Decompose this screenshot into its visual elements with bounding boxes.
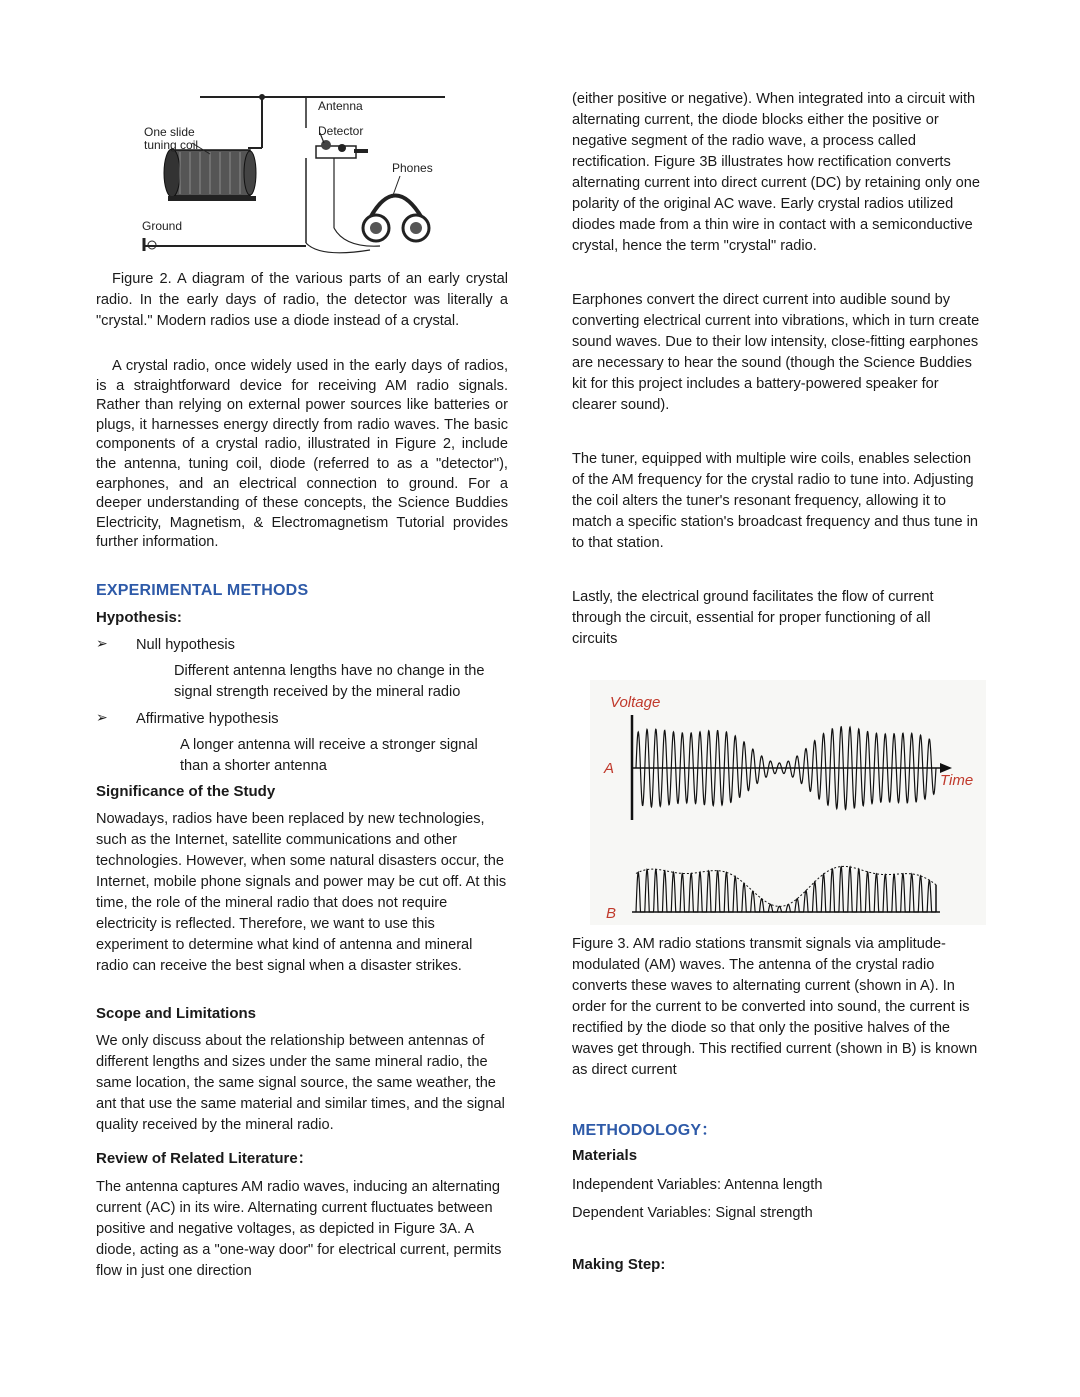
experimental-methods-title: EXPERIMENTAL METHODS [96,582,309,599]
bullet-arrow-icon: ➢ [96,635,108,651]
label-phones: Phones [392,161,433,175]
label-tuning-coil-2: tuning coil [144,138,199,152]
time-label: Time [940,772,974,789]
null-hypothesis-item [96,635,508,656]
voltage-label: Voltage [610,694,661,711]
label-tuning-coil-1: One slide [144,125,195,139]
intro-paragraph: A crystal radio, once widely used in the early days of radios, is a straightforward device for receiving AM radio signals. Rather than relying on external power sources like batteries or plugs, it harnesses energy directly from radio waves. The basic components of a crystal radio, illustrated in Figure 2, include the antenna, tuning coil, diode (referred to as a "detector"), earphones, and an electrical connection to ground. For a deeper understanding of these concepts, the Science Buddies Electricity, Magnetism, & Electromagnetism Tutorial provides further information. [96,358,508,551]
scope-text: We only discuss about the relationship between antennas of different lengths and sizes under the same mineral radio, the same location, the same signal source, the same weather, the ant that use the same material and similar times, and the signal quality received by the mineral radio. [96,1033,505,1133]
significance-heading: Significance of the Study [96,783,276,800]
significance-text: Nowadays, radios have been replaced by new technologies, such as the Internet, satellite communications and other technologies. However, when some natural disasters occur, the Internet, mobile phone signals and power may be cut off. At this time, the role of the mineral radio that does not require electricity is reflected. Therefore, we want to use this experiment to determine what kind of antenna and mineral radio can receive the best signal when a disaster strikes. [96,811,507,974]
label-ground: Ground [142,219,183,233]
affirmative-hypothesis-label: Affirmative hypothesis [136,711,279,727]
right-paragraph-2: Earphones convert the direct current into audible sound by converting electrical current into vibrations, which in turn create sound waves. Due to their low intensity, close-fitting earphones are necessary to hear the sound (though the Science Buddies kit for this project includes a battery-powered speaker for clearer sound). [572,292,980,413]
null-hypothesis-label: Null hypothesis [136,637,235,653]
figure-3-caption: Figure 3. AM radio stations transmit signals via amplitude-modulated (AM) waves. The antenna of the crystal radio converts these waves to alternating current (shown in A). In order for the current to be converted into sound, the current is rectified by the diode so that only the positive halves of the waves get through. This rectified current (shown in B) is known as direct current [572,936,978,1078]
figure-2-caption: Figure 2. A diagram of the various parts of an early crystal radio. In the early days of radio, the detector was literally a "crystal." Modern radios use a diode instead of a crystal. [96,271,508,329]
headphones-drawing [363,196,429,242]
independent-variables: Independent Variables: Antenna length [572,1177,823,1193]
scope-heading: Scope and Limitations [96,1005,257,1022]
tuning-coil-drawing [164,149,256,201]
right-paragraph-4: Lastly, the electrical ground facilitates the flow of current through the circuit, essential for proper functioning of all circuits [572,589,934,647]
affirmative-hypothesis-text: A longer antenna will receive a stronger signal than a shorter antenna [180,737,478,774]
right-paragraph-1: (either positive or negative). When integrated into a circuit with alternating current, the diode blocks either the positive or negative segment of the radio wave, a process called rectification. Figure 3B illustrates how rectification converts alternating current into direct current (DC) by retaining only one polarity of the original AC wave. Early crystal radios utilized diodes made from a thin wire in contact with a semiconductive crystal, hence the term "crystal" radio. [572,91,981,254]
wave-b-label: B [606,905,617,922]
materials-heading: Materials [572,1147,638,1164]
wave-a-label: A [604,760,615,777]
review-heading: Review of Related Literature： [96,1150,313,1167]
review-text: The antenna captures AM radio waves, inducing an alternating current (AC) in its wire. Alternating current fluctuates between positive and negative voltages, as depicted in Figure 3A. A diode, acting as a "one-way door" for electrical current, permits flow in just one direction [96,1179,502,1279]
figure-2-diagram [130,88,460,263]
dependent-variables: Dependent Variables: Signal strength [572,1205,813,1221]
null-hypothesis-text: Different antenna lengths have no change in the signal strength received by the mineral radio [174,663,485,700]
hypothesis-heading: Hypothesis: [96,609,182,626]
label-detector: Detector [318,124,364,138]
figure-3-am-wave-diagram [590,680,986,925]
affirmative-hypothesis-item [96,709,508,730]
right-paragraph-3: The tuner, equipped with multiple wire coils, enables selection of the AM frequency for the crystal radio to tune into. Adjusting the coil alters the tuner's resonant frequency, allowing it to match a specific station's broadcast frequency and thus tune in to that station. [572,451,978,551]
methodology-title: METHODOLOGY： [572,1122,718,1139]
bullet-arrow-icon: ➢ [96,709,108,725]
label-antenna: Antenna [318,99,363,113]
making-step-heading: Making Step: [572,1256,666,1273]
